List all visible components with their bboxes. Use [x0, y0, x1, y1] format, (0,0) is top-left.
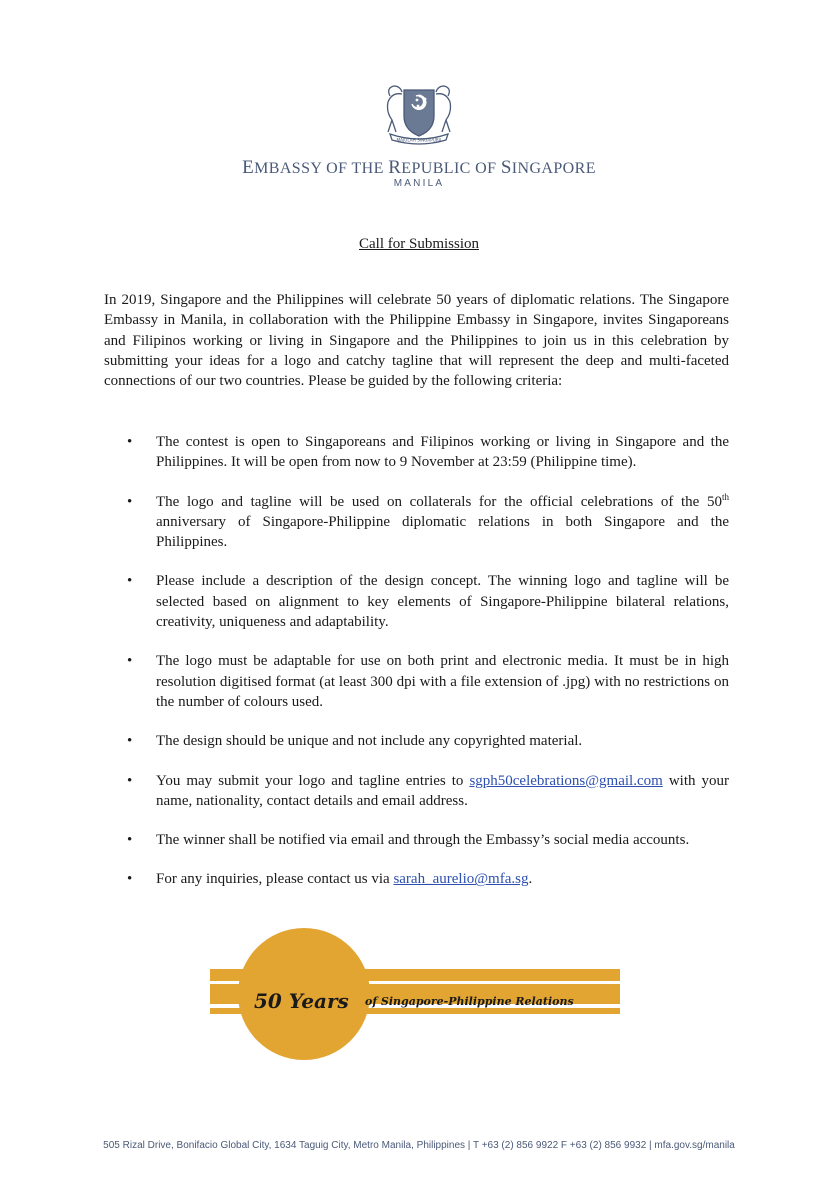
crest-motto: MAJULAH SINGAPURA	[396, 137, 442, 143]
criteria-list	[104, 432, 729, 909]
footer-contact: 505 Rizal Drive, Bonifacio Global City, 1634 Taguig City, Metro Manila, Philippines | T +63 (2) 856 9922 F +63 (2) 856 9932 | mfa.gov.sg/manila	[103, 1140, 735, 1151]
bullet-icon: •	[127, 653, 133, 670]
bullet-icon: •	[127, 493, 133, 510]
criteria-item-usage: • The logo and tagline will be used on collaterals for the official celebrations of the 50th anniversary of Singapore-Philippine diplomatic relations in both Singapore and the Philippines.	[127, 491, 729, 551]
criteria-item-originality: • The design should be unique and not include any copyrighted material.	[104, 731, 729, 751]
criteria-item-design-concept: • Please include a description of the design concept. The winning logo and tagline will be selected based on alignment to key elements of Singapore-Philippine bilateral relations, creativity, uniqueness and adaptability.	[127, 573, 729, 631]
inquiry-email-link[interactable]: sarah_aurelio@mfa.sg	[393, 871, 529, 888]
document-title: Call for Submission	[358, 236, 479, 252]
banner-years-text: 50 Years	[254, 989, 349, 1013]
criteria-item-inquiries: • For any inquiries, please contact us via sarah_aurelio@mfa.sg.	[104, 869, 729, 889]
submission-email-link[interactable]: sgph50celebrations@gmail.com	[469, 772, 663, 789]
bullet-icon: •	[127, 573, 133, 590]
criteria-item-eligibility: • The contest is open to Singaporeans and Filipinos working or living in Singapore and the Philippines. It will be open from now to 9 November at 23:59 (Philippine time).	[127, 434, 729, 471]
intro-paragraph: In 2019, Singapore and the Philippines will celebrate 50 years of diplomatic relations. The Singapore Embassy in Manila, in collaboration with the Philippine Embassy in Singapore, invites Singaporeans and Filipinos working or living in Singapore and the Philippines to join us in this celebration by submitting your ideas for a logo and catchy tagline that will represent the deep and multi-faceted connections of our two countries. Please be guided by the following criteria:	[104, 292, 729, 390]
sgph50-logo-banner	[210, 928, 630, 1060]
criteria-item-submission: • You may submit your logo and tagline entries to sgph50celebrations@gmail.com with your name, nationality, contact details and email address.	[127, 772, 729, 809]
bullet-icon: •	[127, 772, 133, 789]
bullet-icon: •	[127, 733, 133, 750]
embassy-city: MANILA	[393, 178, 445, 189]
singapore-coat-of-arms-icon	[376, 80, 462, 148]
bullet-icon: •	[127, 832, 133, 849]
bullet-icon: •	[127, 871, 133, 888]
embassy-name: EMBASSY OF THE REPUBLIC OF SINGAPORE	[242, 157, 596, 178]
bullet-icon: •	[127, 434, 133, 450]
banner-relations-text: of Singapore-Philippine Relations	[365, 995, 574, 1008]
criteria-item-format: • The logo must be adaptable for use on both print and electronic media. It must be in high resolution digitised format (at least 300 dpi with a file extension of .jpg) with no restrictions on the number of colours used.	[127, 653, 729, 710]
criteria-item-notification: • The winner shall be notified via email and through the Embassy’s social media accounts.	[104, 830, 729, 850]
